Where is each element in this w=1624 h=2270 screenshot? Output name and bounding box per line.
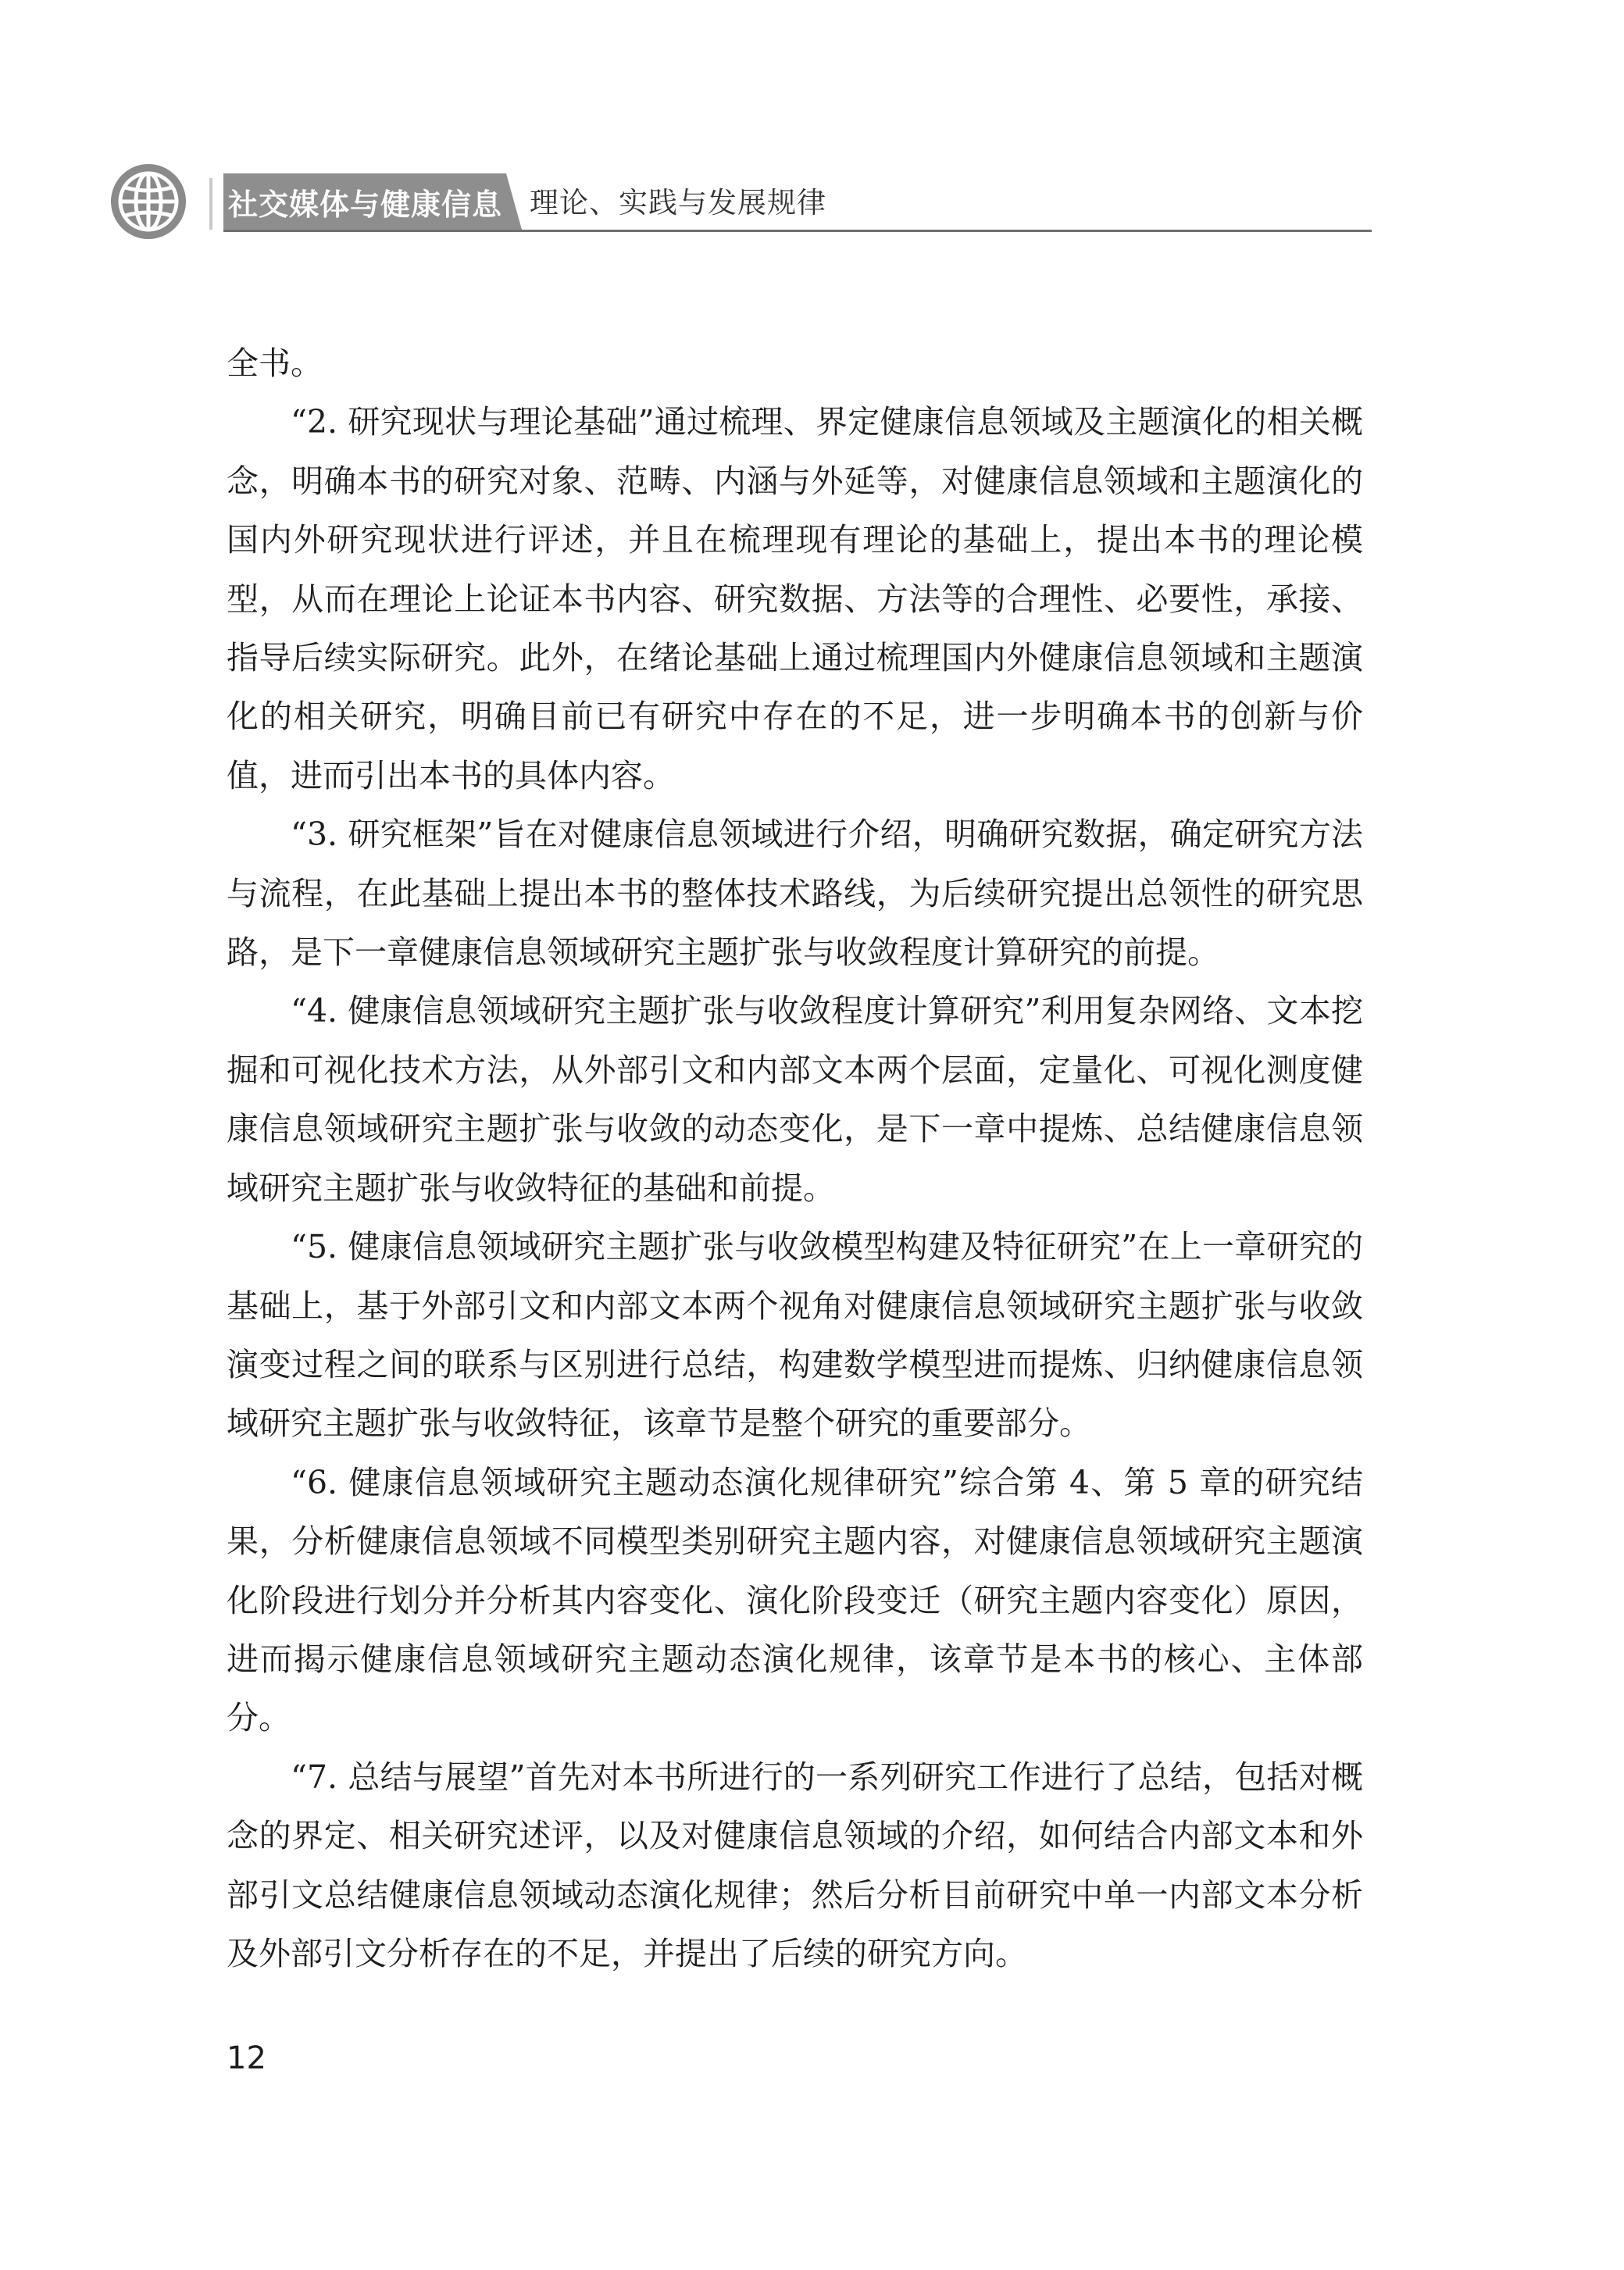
- paragraph-chapter-5: “5. 健康信息领域研究主题扩张与收敛模型构建及特征研究”在上一章研究的基础上，基于外部引文和内部文本两个视角对健康信息领域研究主题扩张与收敛演变过程之间的联系与区别进行总结，构建数学模型进而提炼、归纳健康信息领域研究主题扩张与收敛特征，该章节是整个研究的重要部分。: [227, 1228, 1363, 1443]
- running-header: [109, 162, 1375, 241]
- paragraph-chapter-2: “2. 研究现状与理论基础”通过梳理、界定健康信息领域及主题演化的相关概念，明确本书的研究对象、范畴、内涵与外延等，对健康信息领域和主题演化的国内外研究现状进行评述，并且在梳理现有理论的基础上，提出本书的理论模型，从而在理论上论证本书内容、研究数据、方法等的合理性、必要性，承接、指导后续实际研究。此外，在绪论基础上通过梳理国内外健康信息领域和主题演化的相关研究，明确目前已有研究中存在的不足，进一步明确本书的创新与价值，进而引出本书的具体内容。: [227, 403, 1363, 794]
- header-rule: [223, 230, 1372, 232]
- header-divider: [209, 178, 212, 230]
- globe-icon: [109, 162, 187, 241]
- paragraph-chapter-7: “7. 总结与展望”首先对本书所进行的一系列研究工作进行了总结，包括对概念的界定、相关研究述评，以及对健康信息领域的介绍，如何结合内部文本和外部引文总结健康信息领域动态演化规律；然后分析目前研究中单一内部文本分析及外部引文分析存在的不足，并提出了后续的研究方向。: [227, 1758, 1363, 1972]
- paragraph-continuation: 全书。: [227, 344, 323, 382]
- series-title: 社交媒体与健康信息: [228, 187, 503, 222]
- paragraph-chapter-3: “3. 研究框架”旨在对健康信息领域进行介绍，明确研究数据，确定研究方法与流程，在此基础上提出本书的整体技术路线，为后续研究提出总领性的研究思路，是下一章健康信息领域研究主题扩张与收敛程度计算研究的前提。: [227, 816, 1363, 972]
- paragraph-chapter-6: “6. 健康信息领域研究主题动态演化规律研究”综合第 4、第 5 章的研究结果，分析健康信息领域不同模型类别研究主题内容，对健康信息领域研究主题演化阶段进行划分并分析其内容变化、演化阶段变迁（研究主题内容变化）原因，进而揭示健康信息领域研究主题动态演化规律，该章节是本书的核心、主体部分。: [227, 1463, 1363, 1737]
- paragraph-chapter-4: “4. 健康信息领域研究主题扩张与收敛程度计算研究”利用复杂网络、文本挖掘和可视化技术方法，从外部引文和内部文本两个层面，定量化、可视化测度健康信息领域研究主题扩张与收敛的动态变化，是下一章中提炼、总结健康信息领域研究主题扩张与收敛特征的基础和前提。: [227, 992, 1363, 1207]
- body-text: [227, 334, 1363, 1983]
- book-subtitle: 理论、实践与发展规律: [530, 186, 826, 220]
- page-number: 12: [227, 2040, 266, 2076]
